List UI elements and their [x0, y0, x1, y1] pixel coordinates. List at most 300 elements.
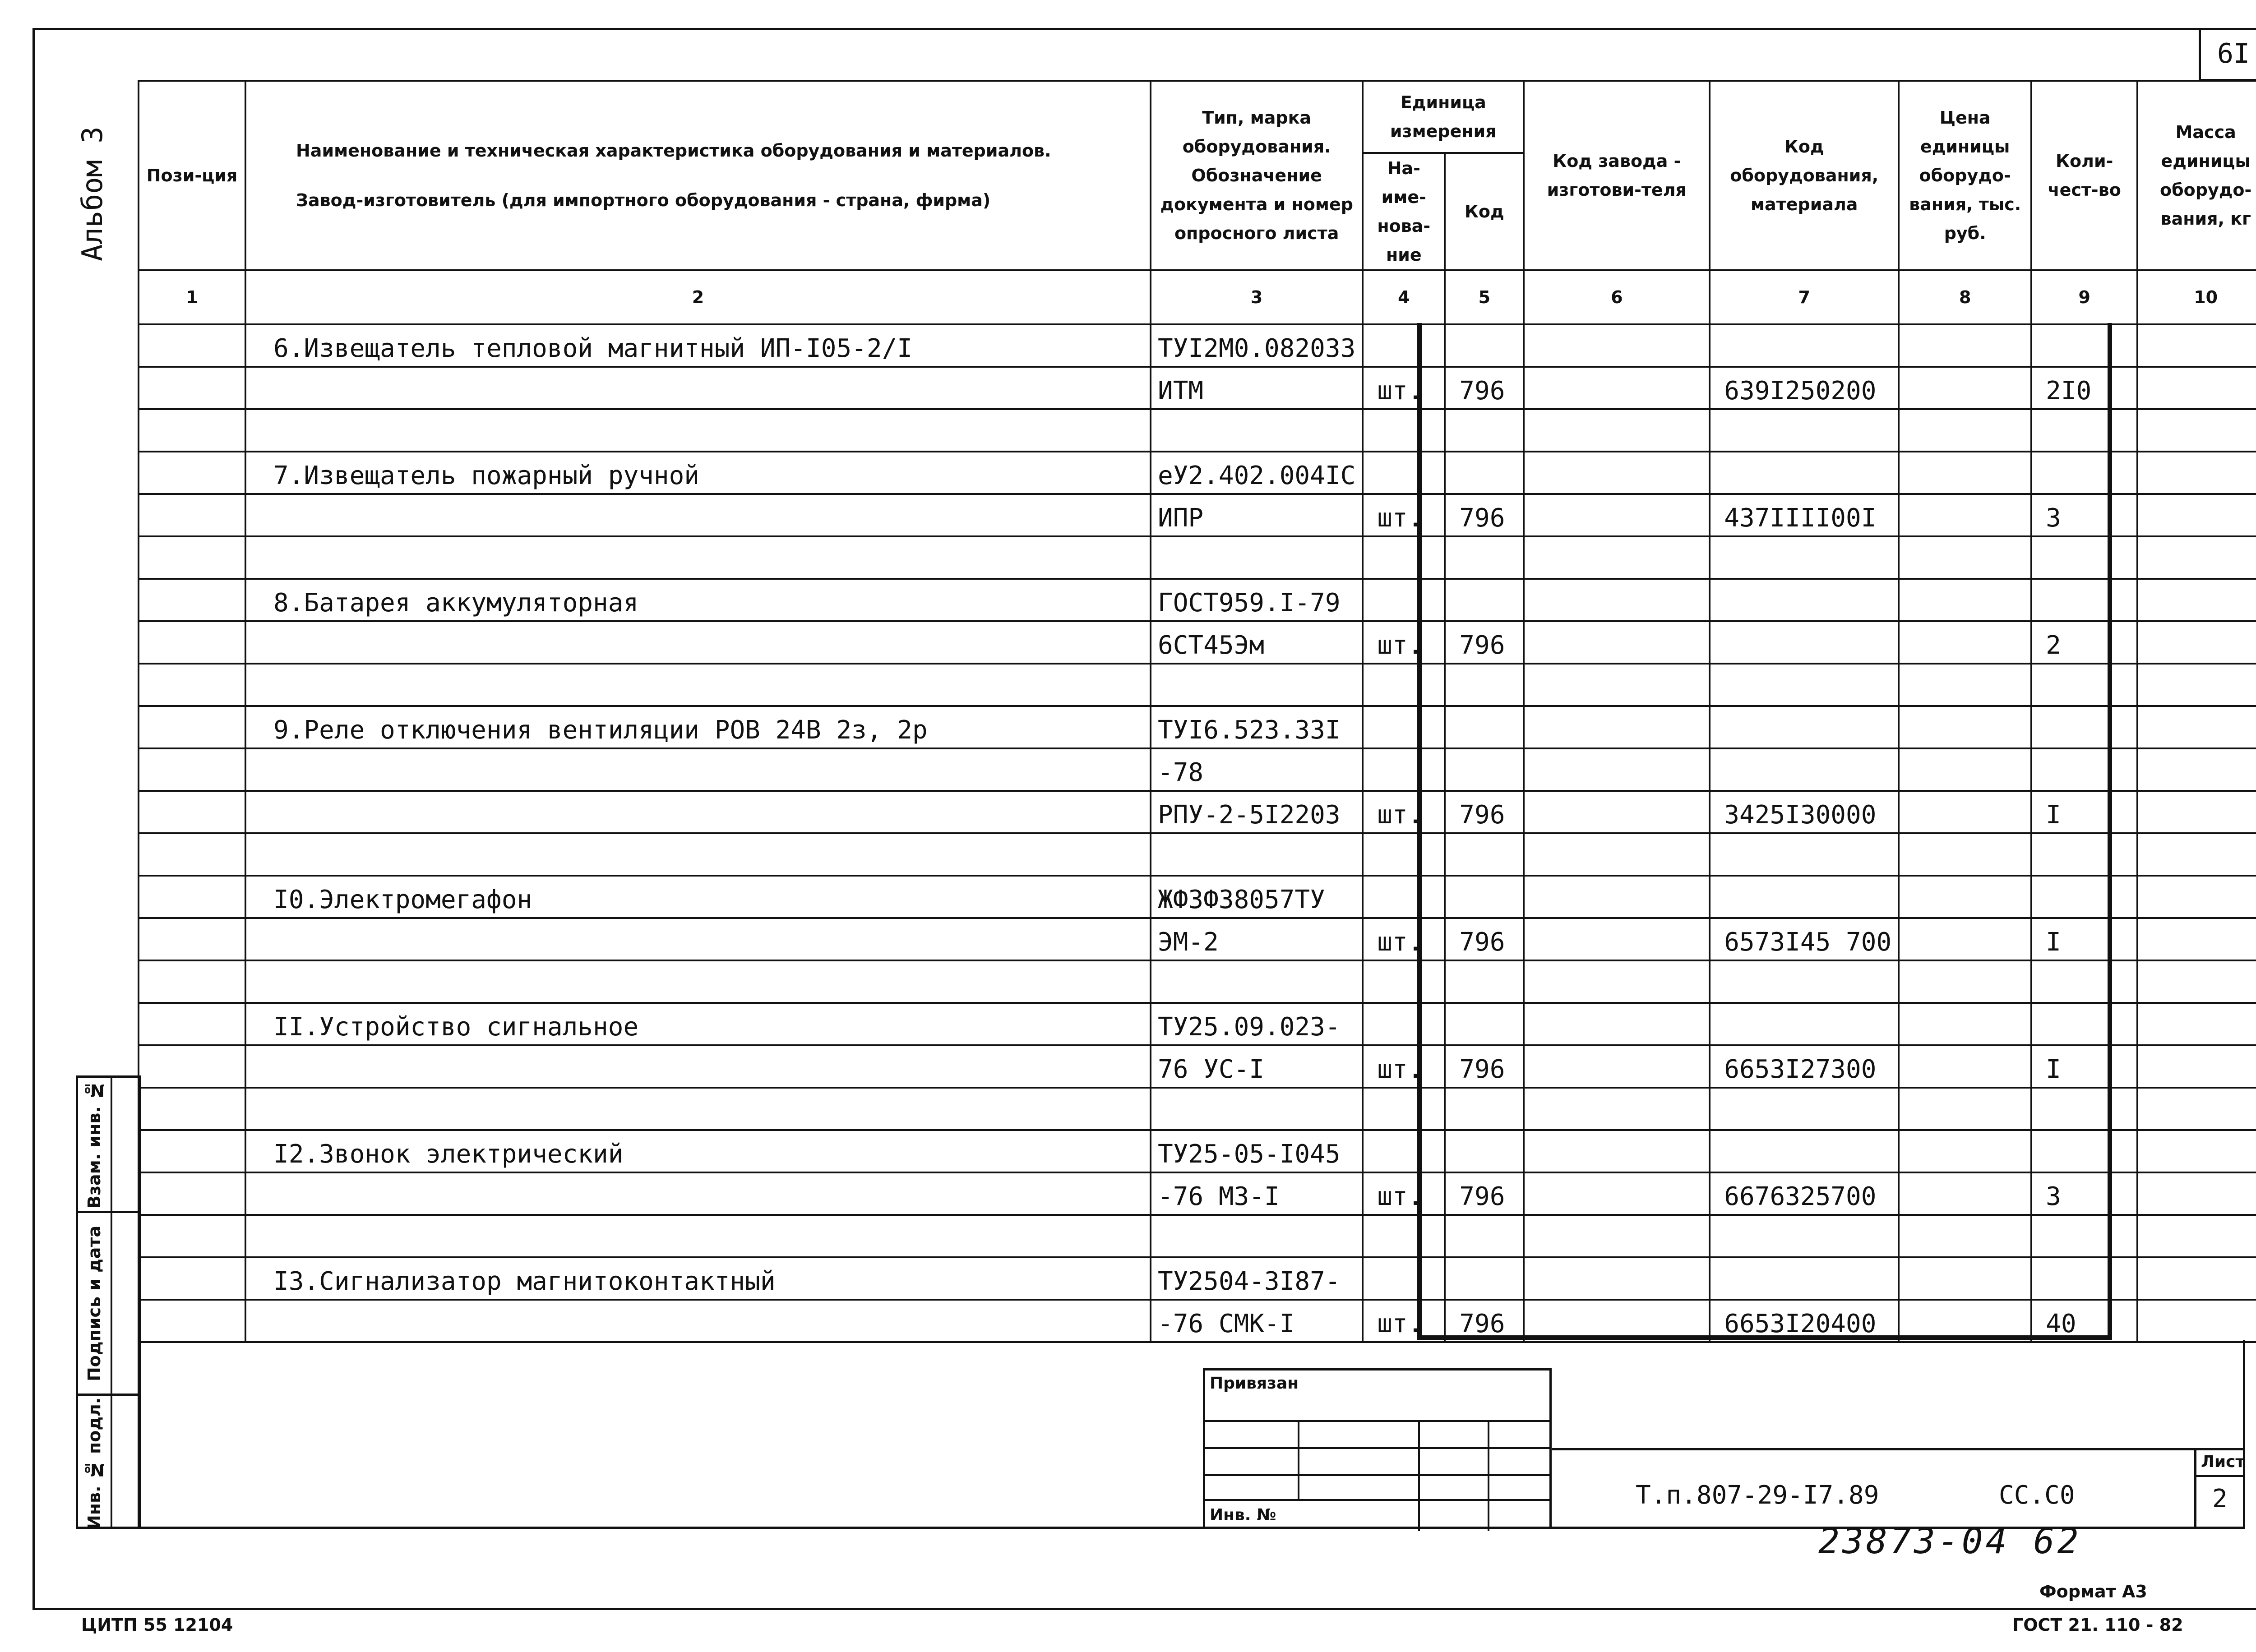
cell-c3: ТУ25-05-I045 — [1151, 1130, 1363, 1172]
cell-c5 — [1445, 536, 1524, 579]
table-row — [139, 536, 2256, 579]
cell-c7 — [1710, 1215, 1899, 1257]
cell-c8 — [1899, 494, 2031, 536]
cell-c6 — [1524, 1045, 1710, 1088]
cell-c10 — [2137, 579, 2256, 621]
handwritten-inventory-number: 23873-04 62 — [1818, 1521, 2081, 1562]
cell-c8 — [1899, 1300, 2031, 1342]
cell-c10 — [2137, 621, 2256, 664]
cell-c5 — [1445, 1003, 1524, 1045]
cell-c4 — [1363, 1257, 1445, 1300]
table-row — [139, 1300, 2256, 1342]
cell-c1 — [139, 1088, 245, 1130]
table-row — [139, 621, 2256, 664]
cell-c9 — [2031, 579, 2137, 621]
cell-c4: шт. — [1363, 1045, 1445, 1088]
cell-c10 — [2137, 1300, 2256, 1342]
cell-c10 — [2137, 960, 2256, 1003]
cell-c3: -76 СМК-I — [1151, 1300, 1363, 1342]
cell-c5 — [1445, 1257, 1524, 1300]
cell-c5: 796 — [1445, 494, 1524, 536]
cell-c2 — [245, 409, 1151, 452]
cell-c9 — [2031, 706, 2137, 748]
cell-c6 — [1524, 918, 1710, 960]
column-number: 10 — [2137, 270, 2256, 324]
cell-c4 — [1363, 536, 1445, 579]
cell-c8 — [1899, 536, 2031, 579]
cell-c2 — [245, 1088, 1151, 1130]
cell-c4 — [1363, 1003, 1445, 1045]
table-row — [139, 748, 2256, 791]
cell-c1 — [139, 1257, 245, 1300]
cell-c4 — [1363, 960, 1445, 1003]
cell-c10 — [2137, 1130, 2256, 1172]
cell-c9: 40 — [2031, 1300, 2137, 1342]
format-label: Формат А3 — [2039, 1582, 2147, 1601]
column-number: 1 — [139, 270, 245, 324]
cell-c2 — [245, 748, 1151, 791]
binding-stamp — [1203, 1368, 1552, 1529]
cell-c7 — [1710, 706, 1899, 748]
cell-c9: I — [2031, 791, 2137, 833]
cell-c7 — [1710, 960, 1899, 1003]
cell-c5: 796 — [1445, 367, 1524, 409]
cell-c4: шт. — [1363, 494, 1445, 536]
table-row — [139, 579, 2256, 621]
cell-c3: ИТМ — [1151, 367, 1363, 409]
cell-c6 — [1524, 1088, 1710, 1130]
cell-c9 — [2031, 1003, 2137, 1045]
table-row — [139, 791, 2256, 833]
cell-c4 — [1363, 579, 1445, 621]
cell-c8 — [1899, 833, 2031, 876]
cell-c1 — [139, 409, 245, 452]
table-row — [139, 409, 2256, 452]
cell-c8 — [1899, 748, 2031, 791]
side-approval-box — [76, 1075, 141, 1529]
cell-c9 — [2031, 409, 2137, 452]
cell-c7 — [1710, 536, 1899, 579]
cell-c1 — [139, 1215, 245, 1257]
cell-c7 — [1710, 1257, 1899, 1300]
cell-c3: 76 УС-I — [1151, 1045, 1363, 1088]
table-row — [139, 494, 2256, 536]
cell-c3: РПУ-2-5I2203 — [1151, 791, 1363, 833]
cell-c3: ТУ2504-3I87- — [1151, 1257, 1363, 1300]
cell-c7 — [1710, 748, 1899, 791]
cell-c8 — [1899, 1172, 2031, 1215]
cell-c1 — [139, 960, 245, 1003]
cell-c6 — [1524, 960, 1710, 1003]
footer-left-code: ЦИТП 55 12104 — [81, 1615, 233, 1635]
cell-c4 — [1363, 833, 1445, 876]
cell-c2: 6.Извещатель тепловой магнитный ИП-I05-2/I — [245, 324, 1151, 367]
cell-c9: 3 — [2031, 494, 2137, 536]
cell-c4 — [1363, 409, 1445, 452]
document-code: Т.п.807-29-I7.89 — [1636, 1481, 1879, 1510]
cell-c10 — [2137, 1045, 2256, 1088]
cell-c2 — [245, 918, 1151, 960]
cell-c5 — [1445, 1130, 1524, 1172]
cell-c1 — [139, 367, 245, 409]
cell-c3: ТУI2М0.082033 — [1151, 324, 1363, 367]
cell-c6 — [1524, 452, 1710, 494]
cell-c3: ЖФЗФ38057ТУ — [1151, 876, 1363, 918]
header-unit-price: Цена единицы оборудо-вания, тыс. руб. — [1899, 81, 2031, 270]
cell-c8 — [1899, 664, 2031, 706]
cell-c4 — [1363, 1130, 1445, 1172]
header-unit-mass: Масса единицы оборудо-вания, кг — [2137, 81, 2256, 270]
cell-c2: II.Устройство сигнальное — [245, 1003, 1151, 1045]
cell-c1 — [139, 494, 245, 536]
stamp-privyazan-label: Привязан — [1210, 1374, 1299, 1393]
cell-c5 — [1445, 324, 1524, 367]
header-name — [245, 81, 1151, 270]
cell-c5 — [1445, 1088, 1524, 1130]
cell-c8 — [1899, 1130, 2031, 1172]
cell-c8 — [1899, 706, 2031, 748]
cell-c1 — [139, 621, 245, 664]
bottom-frame — [138, 1340, 2245, 1529]
header-name-line2: Завод-изготовитель (для импортного оборудования - страна, фирма) — [296, 190, 991, 210]
cell-c3 — [1151, 536, 1363, 579]
cell-c1 — [139, 706, 245, 748]
list-number: 2 — [2212, 1484, 2228, 1514]
cell-c3: ИПР — [1151, 494, 1363, 536]
cell-c8 — [1899, 367, 2031, 409]
table-row — [139, 1215, 2256, 1257]
cell-c8 — [1899, 791, 2031, 833]
cell-c7 — [1710, 579, 1899, 621]
cell-c5 — [1445, 706, 1524, 748]
cell-c10 — [2137, 1172, 2256, 1215]
cell-c2 — [245, 536, 1151, 579]
cell-c5 — [1445, 1215, 1524, 1257]
cell-c1 — [139, 1300, 245, 1342]
cell-c2 — [245, 1172, 1151, 1215]
cell-c1 — [139, 1130, 245, 1172]
table-row — [139, 1172, 2256, 1215]
header-quantity: Коли-чест-во — [2031, 81, 2137, 270]
cell-c4 — [1363, 1215, 1445, 1257]
cell-c8 — [1899, 409, 2031, 452]
cell-c1 — [139, 1045, 245, 1088]
header-unit-name: На-име-нова-ние — [1363, 153, 1445, 270]
cell-c6 — [1524, 1130, 1710, 1172]
cell-c2: 8.Батарея аккумуляторная — [245, 579, 1151, 621]
column-numbers-row — [139, 270, 2256, 324]
cell-c9: 2 — [2031, 621, 2137, 664]
cell-c8 — [1899, 621, 2031, 664]
cell-c5 — [1445, 452, 1524, 494]
table-row — [139, 452, 2256, 494]
cell-c1 — [139, 833, 245, 876]
cell-c5: 796 — [1445, 791, 1524, 833]
cell-c2 — [245, 791, 1151, 833]
cell-c5 — [1445, 409, 1524, 452]
cell-c9 — [2031, 748, 2137, 791]
column-number: 9 — [2031, 270, 2137, 324]
column-number: 2 — [245, 270, 1151, 324]
cell-c4 — [1363, 876, 1445, 918]
cell-c2 — [245, 833, 1151, 876]
cell-c1 — [139, 748, 245, 791]
cell-c8 — [1899, 1088, 2031, 1130]
side-label-vzam-inv: Взам. инв. № — [84, 1080, 104, 1209]
cell-c10 — [2137, 706, 2256, 748]
cell-c9 — [2031, 1257, 2137, 1300]
cell-c3: ГОСТ959.I-79 — [1151, 579, 1363, 621]
cell-c2 — [245, 1215, 1151, 1257]
cell-c8 — [1899, 876, 2031, 918]
cell-c9 — [2031, 833, 2137, 876]
column-number: 8 — [1899, 270, 2031, 324]
footer-gost: ГОСТ 21. 110 - 82 — [2012, 1615, 2183, 1635]
cell-c8 — [1899, 579, 2031, 621]
cell-c7 — [1710, 664, 1899, 706]
cell-c9: I — [2031, 1045, 2137, 1088]
cell-c2: 7.Извещатель пожарный ручной — [245, 452, 1151, 494]
cell-c6 — [1524, 579, 1710, 621]
cell-c7: 3425I30000 — [1710, 791, 1899, 833]
cell-c8 — [1899, 960, 2031, 1003]
cell-c1 — [139, 324, 245, 367]
cell-c2 — [245, 960, 1151, 1003]
cell-c10 — [2137, 367, 2256, 409]
table-row — [139, 918, 2256, 960]
cell-c4 — [1363, 706, 1445, 748]
cell-c3: еУ2.402.004IС — [1151, 452, 1363, 494]
cell-c4 — [1363, 748, 1445, 791]
cell-c5 — [1445, 664, 1524, 706]
cell-c2: 9.Реле отключения вентиляции РОВ 24В 2з, 2р — [245, 706, 1151, 748]
column-number: 6 — [1524, 270, 1710, 324]
cell-c6 — [1524, 409, 1710, 452]
table-row — [139, 1257, 2256, 1300]
cell-c5: 796 — [1445, 1045, 1524, 1088]
table-row — [139, 1003, 2256, 1045]
cell-c10 — [2137, 876, 2256, 918]
cell-c7: 437IIII00I — [1710, 494, 1899, 536]
cell-c6 — [1524, 791, 1710, 833]
cell-c7: 6653I20400 — [1710, 1300, 1899, 1342]
cell-c1 — [139, 579, 245, 621]
cell-c3 — [1151, 409, 1363, 452]
cell-c5 — [1445, 876, 1524, 918]
cell-c7: 639I250200 — [1710, 367, 1899, 409]
cell-c3 — [1151, 664, 1363, 706]
cell-c4 — [1363, 324, 1445, 367]
table-row — [139, 833, 2256, 876]
cell-c9: 2I0 — [2031, 367, 2137, 409]
cell-c8 — [1899, 452, 2031, 494]
cell-c1 — [139, 1003, 245, 1045]
column-number: 5 — [1445, 270, 1524, 324]
cell-c3: ТУ25.09.023- — [1151, 1003, 1363, 1045]
cell-c3: ТУI6.523.33I — [1151, 706, 1363, 748]
cell-c9 — [2031, 1215, 2137, 1257]
cell-c5: 796 — [1445, 1172, 1524, 1215]
side-label-podpis-data: Подпись и дата — [84, 1225, 104, 1381]
cell-c10 — [2137, 1257, 2256, 1300]
cell-c9: 3 — [2031, 1172, 2137, 1215]
cell-c4 — [1363, 664, 1445, 706]
cell-c8 — [1899, 1257, 2031, 1300]
cell-c9 — [2031, 1130, 2137, 1172]
cell-c3: -78 — [1151, 748, 1363, 791]
cell-c6 — [1524, 367, 1710, 409]
cell-c5: 796 — [1445, 621, 1524, 664]
cell-c1 — [139, 452, 245, 494]
table-row — [139, 1045, 2256, 1088]
table-row — [139, 1088, 2256, 1130]
cell-c2 — [245, 1300, 1151, 1342]
cell-c6 — [1524, 1215, 1710, 1257]
cell-c2: I0.Электромегафон — [245, 876, 1151, 918]
cell-c7 — [1710, 409, 1899, 452]
cell-c10 — [2137, 1088, 2256, 1130]
cell-c10 — [2137, 791, 2256, 833]
cell-c8 — [1899, 324, 2031, 367]
cell-c10 — [2137, 409, 2256, 452]
cell-c5: 796 — [1445, 918, 1524, 960]
cell-c10 — [2137, 324, 2256, 367]
table-row — [139, 960, 2256, 1003]
cell-c2 — [245, 494, 1151, 536]
cell-c10 — [2137, 748, 2256, 791]
cell-c1 — [139, 876, 245, 918]
cell-c6 — [1524, 748, 1710, 791]
column-number: 3 — [1151, 270, 1363, 324]
cell-c2 — [245, 621, 1151, 664]
cell-c7: 6573I45 700 — [1710, 918, 1899, 960]
cell-c6 — [1524, 621, 1710, 664]
cell-c7 — [1710, 621, 1899, 664]
table-row — [139, 324, 2256, 367]
cell-c4: шт. — [1363, 1300, 1445, 1342]
cell-c5 — [1445, 748, 1524, 791]
sheet-list-box — [2194, 1448, 2245, 1529]
header-type: Тип, марка оборудования. Обозначение документа и номер опросного листа — [1151, 81, 1363, 270]
cell-c10 — [2137, 452, 2256, 494]
column-number: 4 — [1363, 270, 1445, 324]
header-name-line1: Наименование и техническая характеристика оборудования и материалов. — [296, 141, 1051, 161]
cell-c6 — [1524, 1172, 1710, 1215]
cell-c4: шт. — [1363, 791, 1445, 833]
cell-c3 — [1151, 1088, 1363, 1130]
side-label-inv-podl: Инв. № подл. — [84, 1397, 104, 1530]
cell-c8 — [1899, 1215, 2031, 1257]
header-equipment-code: Код оборудования, материала — [1710, 81, 1899, 270]
cell-c7: 6676325700 — [1710, 1172, 1899, 1215]
table-row — [139, 664, 2256, 706]
cell-c6 — [1524, 324, 1710, 367]
title-block-line — [1552, 1448, 2245, 1450]
cell-c9 — [2031, 960, 2137, 1003]
table-row — [139, 876, 2256, 918]
cell-c4 — [1363, 452, 1445, 494]
cell-c5 — [1445, 960, 1524, 1003]
cell-c10 — [2137, 536, 2256, 579]
cell-c10 — [2137, 1003, 2256, 1045]
cell-c1 — [139, 664, 245, 706]
cell-c6 — [1524, 876, 1710, 918]
cell-c6 — [1524, 536, 1710, 579]
list-label: Лист — [2201, 1453, 2245, 1471]
header-position: Пози-ция — [139, 81, 245, 270]
cell-c9 — [2031, 876, 2137, 918]
cell-c5 — [1445, 833, 1524, 876]
cell-c6 — [1524, 706, 1710, 748]
cell-c4: шт. — [1363, 1172, 1445, 1215]
cell-c1 — [139, 918, 245, 960]
cell-c3: -76 МЗ-I — [1151, 1172, 1363, 1215]
cell-c6 — [1524, 494, 1710, 536]
cell-c6 — [1524, 1300, 1710, 1342]
table-row — [139, 706, 2256, 748]
cell-c7 — [1710, 876, 1899, 918]
cell-c6 — [1524, 1257, 1710, 1300]
cell-c4: шт. — [1363, 367, 1445, 409]
cell-c8 — [1899, 1003, 2031, 1045]
header-factory-code: Код завода - изготови-теля — [1524, 81, 1710, 270]
cell-c10 — [2137, 833, 2256, 876]
table-row — [139, 367, 2256, 409]
cell-c4: шт. — [1363, 621, 1445, 664]
cell-c7 — [1710, 452, 1899, 494]
cell-c7: 6653I27300 — [1710, 1045, 1899, 1088]
cell-c9 — [2031, 324, 2137, 367]
cell-c8 — [1899, 1045, 2031, 1088]
sheet-corner-number: 6I — [2199, 28, 2256, 81]
cell-c7 — [1710, 1130, 1899, 1172]
cell-c3: 6СТ45Эм — [1151, 621, 1363, 664]
cell-c9: I — [2031, 918, 2137, 960]
header-unit-code: Код — [1445, 153, 1524, 270]
album-label: Альбом 3 — [76, 126, 109, 262]
cell-c3 — [1151, 833, 1363, 876]
cell-c1 — [139, 536, 245, 579]
cell-c5 — [1445, 579, 1524, 621]
cell-c10 — [2137, 1215, 2256, 1257]
cell-c1 — [139, 1172, 245, 1215]
cell-c10 — [2137, 918, 2256, 960]
cell-c4: шт. — [1363, 918, 1445, 960]
cell-c3 — [1151, 1215, 1363, 1257]
cell-c4 — [1363, 1088, 1445, 1130]
document-mark: СС.С0 — [1999, 1481, 2075, 1510]
cell-c9 — [2031, 1088, 2137, 1130]
cell-c6 — [1524, 833, 1710, 876]
cell-c9 — [2031, 664, 2137, 706]
cell-c7 — [1710, 324, 1899, 367]
cell-c9 — [2031, 536, 2137, 579]
cell-c8 — [1899, 918, 2031, 960]
cell-c2: I3.Сигнализатор магнитоконтактный — [245, 1257, 1151, 1300]
specification-table — [138, 80, 2256, 1343]
cell-c7 — [1710, 1088, 1899, 1130]
cell-c5: 796 — [1445, 1300, 1524, 1342]
column-number: 7 — [1710, 270, 1899, 324]
cell-c1 — [139, 791, 245, 833]
cell-c10 — [2137, 664, 2256, 706]
stamp-inv-label: Инв. № — [1210, 1506, 1276, 1524]
cell-c3: ЭМ-2 — [1151, 918, 1363, 960]
cell-c2 — [245, 1045, 1151, 1088]
cell-c6 — [1524, 664, 1710, 706]
table-row — [139, 1130, 2256, 1172]
cell-c2 — [245, 664, 1151, 706]
